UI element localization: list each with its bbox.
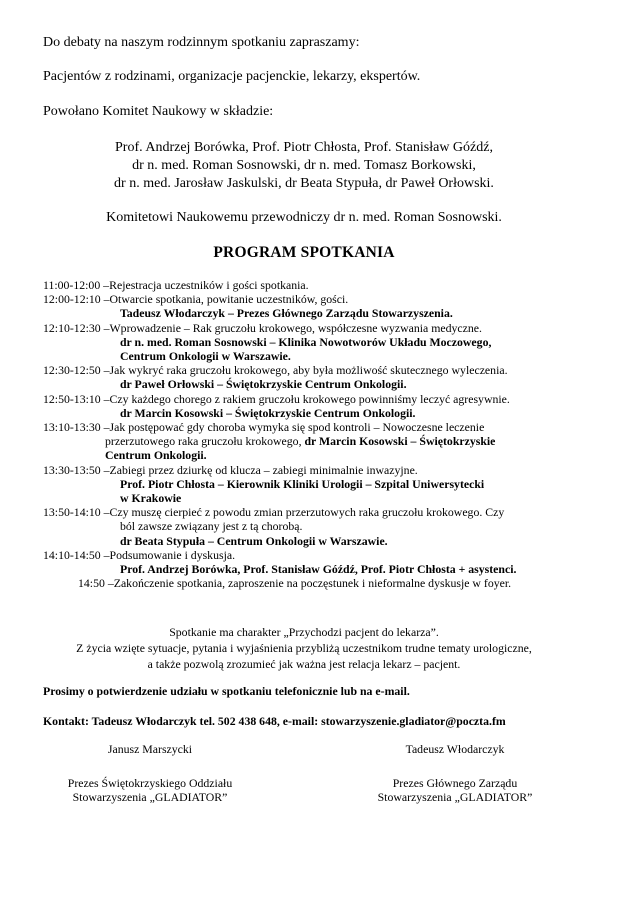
signature-name: Tadeusz Włodarczyk <box>405 742 505 756</box>
program-list <box>43 278 603 590</box>
program-speaker: Tadeusz Włodarczyk – Prezes Głównego Zarządu Stowarzyszenia. <box>120 306 453 321</box>
program-speaker: dr n. med. Roman Sosnowski – Klinika Nowotworów Układu Moczowego, <box>120 334 492 349</box>
program-item <box>43 321 603 364</box>
signature-role: Stowarzyszenia „GLADIATOR” <box>377 790 533 804</box>
program-title: PROGRAM SPOTKANIA <box>213 244 395 261</box>
program-speaker: Centrum Onkologii. <box>105 448 207 463</box>
program-time: 14:10-14:50 – <box>43 547 110 562</box>
program-time: 11:00-12:00 – <box>43 278 110 292</box>
signature-right <box>335 742 575 804</box>
program-speaker: w Krakowie <box>120 491 182 506</box>
confirmation-request: Prosimy o potwierdzenie udziału w spotkaniu telefonicznie lub na e-mail. <box>43 684 410 698</box>
program-text: Zakończenie spotkania, zaproszenie na poczęstunek i nieformalne dyskusje w foyer. <box>113 576 512 591</box>
program-time: 14:50 – <box>78 576 114 591</box>
program-speaker: dr Paweł Orłowski – Świętokrzyskie Centrum Onkologii. <box>120 377 407 392</box>
program-text: Rejestracja uczestników i gości spotkania. <box>109 278 309 292</box>
program-text: Czy każdego chorego z rakiem gruczołu krokowego powinniśmy leczyć agresywnie. <box>109 391 510 406</box>
program-item <box>43 576 603 590</box>
program-time: 13:50-14:10 – <box>43 505 110 520</box>
program-text: Otwarcie spotkania, powitanie uczestników, gości. <box>109 292 349 307</box>
program-speaker: Prof. Piotr Chłosta – Kierownik Kliniki Urologii – Szpital Uniwersytecki <box>120 476 485 491</box>
program-speaker: dr Marcin Kosowski – Świętokrzyskie <box>304 434 496 449</box>
program-time: 13:30-13:50 – <box>43 462 110 477</box>
program-time: 12:50-13:10 – <box>43 391 110 406</box>
program-time: 12:10-12:30 – <box>43 320 110 335</box>
program-text: Czy muszę cierpieć z powodu zmian przerzutowych raka gruczołu krokowego. Czy <box>109 505 505 520</box>
contact-info: Kontakt: Tadeusz Włodarczyk tel. 502 438 648, e-mail: stowarzyszenie.gladiator@poczta.fm <box>43 714 506 728</box>
program-text: Jak wykryć raka gruczołu krokowego, aby była możliwość skutecznego wyleczenia. <box>109 363 508 378</box>
signature-role: Stowarzyszenia „GLADIATOR” <box>72 790 228 804</box>
program-speaker: Centrum Onkologii w Warszawie. <box>120 349 291 364</box>
event-note <box>0 624 608 672</box>
committee-line: dr n. med. Jarosław Jaskulski, dr Beata Stypuła, dr Paweł Orłowski. <box>114 176 494 191</box>
note-line: Z życia wzięte sytuacje, pytania i wyjaśnienia przybliżą uczestnikom trudne tematy urologiczne, <box>76 641 532 655</box>
program-text: Jak postępować gdy choroba wymyka się spod kontroli – Nowoczesne leczenie <box>109 420 485 435</box>
program-text: Zabiegi przez dziurkę od klucza – zabiegi minimalnie inwazyjne. <box>109 462 418 477</box>
signature-name: Janusz Marszycki <box>107 742 193 756</box>
program-text: Podsumowanie i dyskusja. <box>109 547 236 562</box>
note-line: a także pozwolą zrozumieć jak ważna jest relacja lekarz – pacjent. <box>147 657 461 671</box>
program-item <box>43 548 603 576</box>
committee-chair: Komitetowi Naukowemu przewodniczy dr n. med. Roman Sosnowski. <box>106 210 502 225</box>
signature-role: Prezes Świętokrzyskiego Oddziału <box>67 776 233 790</box>
program-item <box>43 363 603 391</box>
program-speaker: dr Marcin Kosowski – Świętokrzyskie Centrum Onkologii. <box>120 405 416 420</box>
program-item <box>43 278 603 292</box>
program-item <box>43 420 603 463</box>
program-text-continued: ból zawsze związany jest z tą chorobą. <box>120 519 303 534</box>
program-item <box>43 463 603 506</box>
program-time: 12:30-12:50 – <box>43 363 110 378</box>
program-item <box>43 505 603 548</box>
program-item <box>43 292 603 320</box>
program-item <box>43 392 603 420</box>
signature-role: Prezes Głównego Zarządu <box>392 776 518 790</box>
intro-committee: Powołano Komitet Naukowy w składzie: <box>43 104 274 119</box>
committee-line: Prof. Andrzej Borówka, Prof. Piotr Chłosta, Prof. Stanisław Góźdź, <box>115 140 493 155</box>
program-time: 13:10-13:30 – <box>43 420 110 435</box>
program-text: Wprowadzenie – Rak gruczołu krokowego, współczesne wyzwania medyczne. <box>109 320 482 335</box>
program-speaker: dr Beata Stypuła – Centrum Onkologii w Warszawie. <box>120 533 388 548</box>
committee-line: dr n. med. Roman Sosnowski, dr n. med. Tomasz Borkowski, <box>132 158 476 173</box>
program-text-continued: przerzutowego raka gruczołu krokowego, <box>105 434 305 449</box>
intro-invitation: Do debaty na naszym rodzinnym spotkaniu zapraszamy: <box>43 35 360 50</box>
signature-left <box>30 742 270 804</box>
program-time: 12:00-12:10 – <box>43 292 110 307</box>
program-speaker: Prof. Andrzej Borówka, Prof. Stanisław Góźdź, Prof. Piotr Chłosta + asystenci. <box>120 562 517 577</box>
intro-audience: Pacjentów z rodzinami, organizacje pacjenckie, lekarzy, ekspertów. <box>43 69 421 84</box>
note-line: Spotkanie ma charakter „Przychodzi pacjent do lekarza”. <box>169 625 439 639</box>
